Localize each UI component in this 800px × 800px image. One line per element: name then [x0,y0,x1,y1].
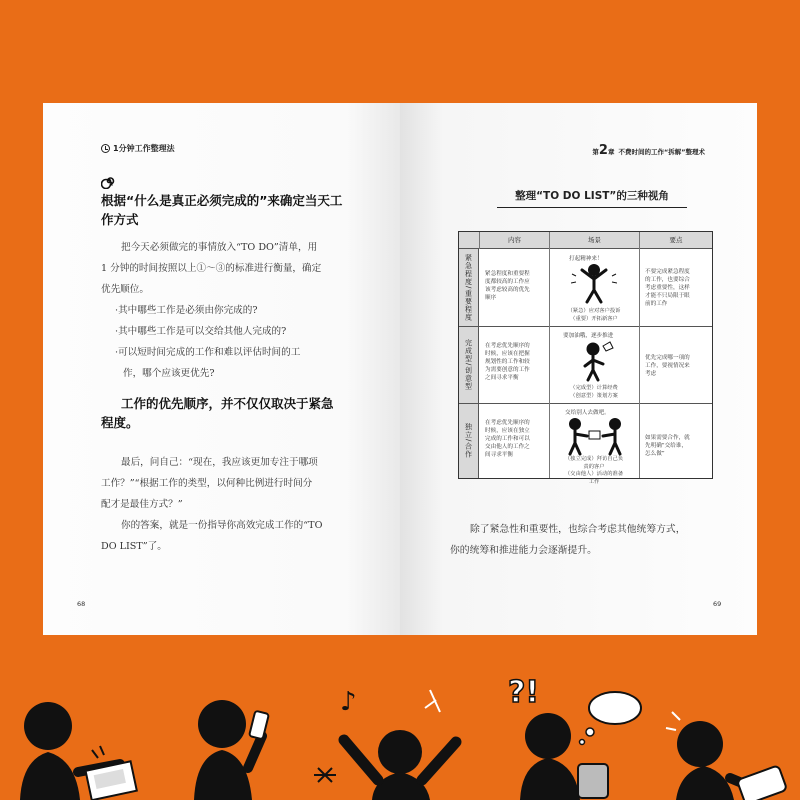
bullet-item-1: ·其中哪些工作是必须由你完成的? [115,305,258,316]
cell-content-row2: 在考虑优先顺序的 时候，应该在把握 规划性的工作和较 为需要创意的工作 之间寻求平衡 [485,343,530,381]
page-number-right: 69 [713,600,722,608]
cell-content-row1: 紧急程度和重要程 度都较高的工作应 该考虑较高的优先 顺序 [485,271,530,301]
cheering-figure-icon [571,262,617,306]
table-header-content: 内容 [479,232,549,249]
open-book [43,103,757,635]
figure-laptop-icon [20,702,137,800]
cell-points-row1: 不要完成紧急程度 的工作，也要综合 考虑重要性，这样 才能不只局限于眼 前的工作 [645,269,690,307]
paragraph-2: 最后，问自己：“现在，我应该更加专注于哪项 工作？”“根据工作的类型，以何种比例进行时间分 配才是最佳方式？” [101,457,318,510]
thought-cloud-icon [580,692,642,745]
table-title: 整理“TO DO LIST”的三种视角 [497,188,687,208]
left-page [43,103,400,635]
cell-points-row2: 优先完成哪一项的 工作，要视情况来 考虑 [645,355,690,377]
scene-caption-row2: （完成型）计算经费 （创意型）策划方案 [570,385,618,399]
swirl-icon [101,173,117,189]
scene-bubble-row2: 要加油哦，逐步推进 [563,333,614,339]
section-heading-2: 工作的优先顺序，并不仅仅取决于紧急 程度。 [101,396,334,430]
table-header-points: 要点 [639,232,712,249]
figure-cheering-icon [344,730,456,800]
bullet-item-3: ·可以短时间完成的工作和难以评估时间的工 [115,347,301,358]
scene-caption-row1: （紧急）应对客户投诉 （重要）开拓新客户 [567,308,621,322]
cell-content-row3: 在考虑优先顺序的 时候，应该在独立 完成的工作和可以 交由他人的工作之 间寻求平衡 [485,420,530,458]
bullet-list: ·其中哪些工作是必须由你完成的? ·其中哪些工作是可以交给其他人完成的? ·可以短时间完成的工作和难以评估时间的工 作，哪个应该更优先? [101,300,363,384]
page-number-left: 68 [77,600,86,608]
music-note-icon: ♪ [340,687,357,717]
clock-icon [101,144,110,153]
cartoon-figures-illustration [0,660,800,800]
handover-figures-icon [563,416,629,456]
table-header-scene: 场景 [549,232,639,249]
paragraph-3: 你的答案，就是一份指导你高效完成工作的“TO DO LIST”了。 [101,520,323,552]
bullet-item-2: ·其中哪些工作是可以交给其他人完成的? [115,326,287,337]
todo-table [458,231,713,485]
right-page [400,103,757,635]
row-label-completion: 完成型/创意型 [459,326,479,403]
scene-caption-row3: （独立完成）拜访自己负 责的客户 （交由他人）活动的准备 工作 [564,456,624,485]
question-mark-icon: ?! [508,675,540,710]
figure-phone-icon [194,700,269,800]
running-head-right: 第2章 不费时间的工作“拆解”整理术 [592,143,705,158]
paragraph-1: 把今天必须做完的事情放入“TO DO”清单，用 1 分钟的时间按照以上①～③的标准进行衡量，确定 优先顺位。 [101,242,322,295]
row-label-urgency: 紧急程度/重要程度 [459,249,479,326]
running-head-left: 1分钟工作整理法 [101,143,175,154]
right-paragraph: 除了紧急性和重要性，也综合考虑其他统筹方式， 你的统筹和推进能力会逐渐提升。 [450,524,686,556]
scene-bubble-row3: 交给别人去做吧。 [565,410,610,416]
thinking-figure-icon [573,340,617,382]
figure-confused-icon [520,713,608,800]
sparkle-icon [314,768,336,782]
section-heading-1: 根据“什么是真正必须完成的”来确定当天工 作方式 [101,193,343,227]
sparkle-icon-2 [425,690,440,712]
figure-running-icon [666,712,787,800]
cell-points-row3: 如果需要合作，就 先明确“交给谁， 怎么做” [645,435,690,457]
scene-bubble-row1: 打起精神来！ [569,256,603,262]
row-label-cooperation: 独立/合作 [459,403,479,478]
